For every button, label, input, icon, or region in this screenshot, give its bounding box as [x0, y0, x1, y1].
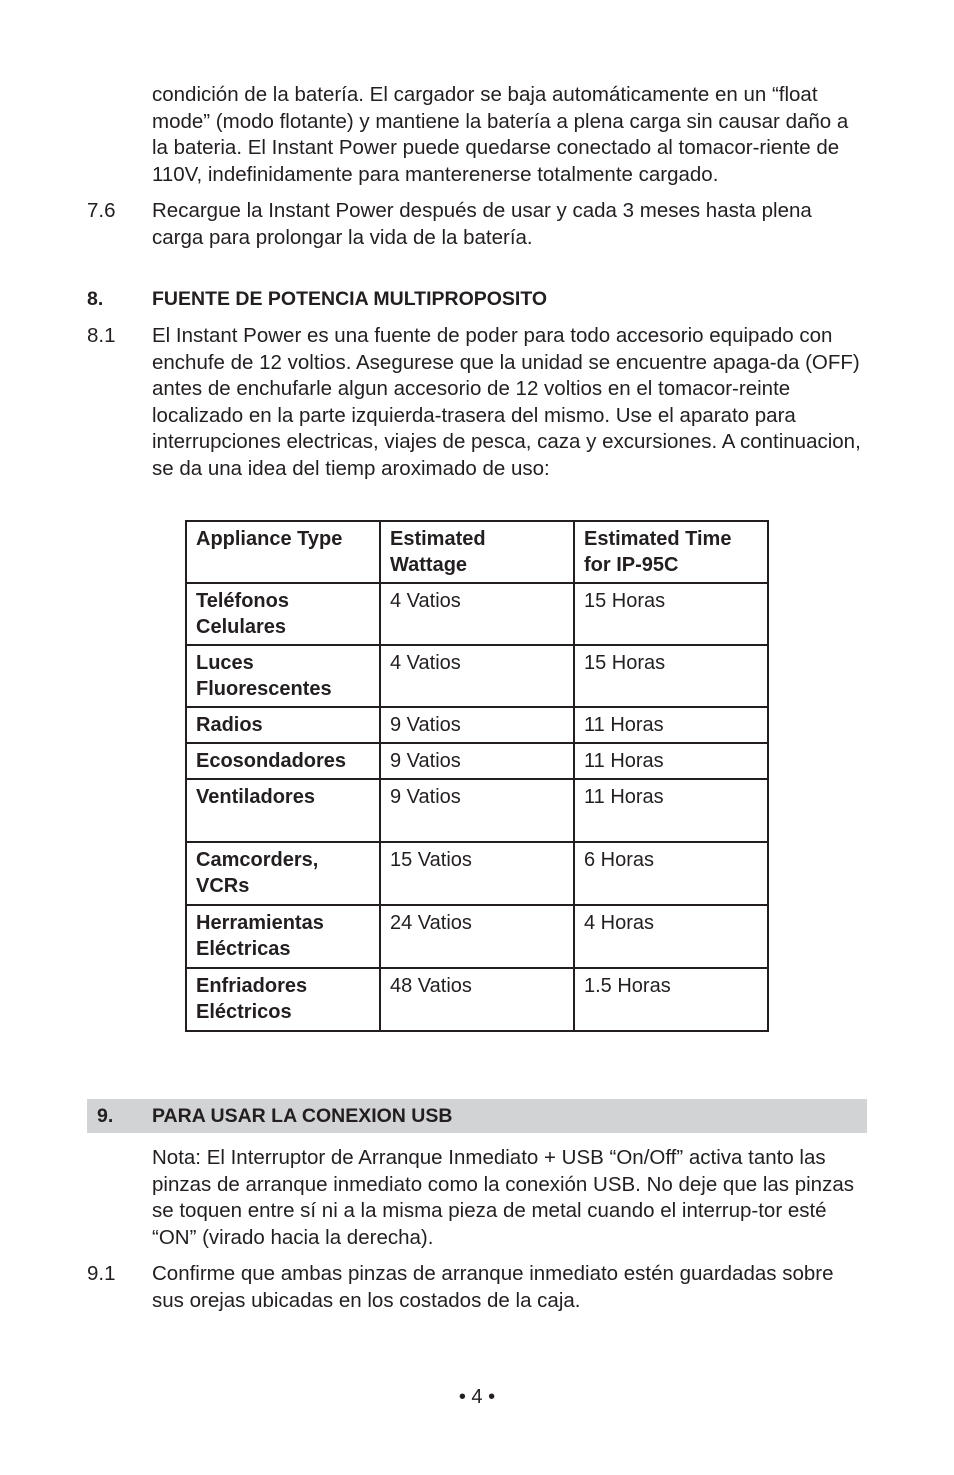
wattage-cell: 15 Vatios — [380, 842, 574, 905]
time-cell: 11 Horas — [574, 779, 768, 842]
note-text: Nota: El Interruptor de Arranque Inmediato + USB “On/Off” activa tanto las pinzas de arranque inmediato como la conexión USB. No deje que las pinzas se toquen entre sí ni a la misma pieza de metal cuando el interrup-tor esté “ON” (virado hacia la derecha). — [152, 1146, 854, 1249]
section-title: PARA USAR LA CONEXION USB — [152, 1105, 453, 1127]
wattage-cell: 9 Vatios — [380, 779, 574, 842]
wattage-cell: 24 Vatios — [380, 905, 574, 968]
time-cell: 1.5 Horas — [574, 968, 768, 1031]
appliance-type-cell: Teléfonos Celulares — [186, 583, 380, 645]
wattage-cell: 4 Vatios — [380, 645, 574, 707]
table-header-cell: Estimated Time for IP-95C — [574, 521, 768, 583]
item-number: 7.6 — [87, 199, 116, 222]
section-number: 9. — [97, 1105, 114, 1127]
time-cell: 6 Horas — [574, 842, 768, 905]
item-text: Recargue la Instant Power después de usar y cada 3 meses hasta plena carga para prolongar la vida de la batería. — [152, 199, 812, 249]
table-header-cell: Appliance Type — [186, 521, 380, 583]
time-cell: 11 Horas — [574, 707, 768, 743]
appliance-type-cell: Luces Fluorescentes — [186, 645, 380, 707]
item-number: 8.1 — [87, 324, 116, 347]
wattage-cell: 48 Vatios — [380, 968, 574, 1031]
appliance-type-cell: Camcorders, VCRs — [186, 842, 380, 905]
item-text: Confirme que ambas pinzas de arranque inmediato estén guardadas sobre sus orejas ubicadas en los costados de la caja. — [152, 1262, 834, 1312]
time-cell: 15 Horas — [574, 583, 768, 645]
usage-time-table — [185, 520, 769, 1032]
section-9-heading — [87, 1099, 867, 1133]
table-row — [186, 743, 768, 779]
wattage-cell: 9 Vatios — [380, 743, 574, 779]
wattage-cell: 9 Vatios — [380, 707, 574, 743]
table-row — [186, 707, 768, 743]
table-row — [186, 779, 768, 842]
table-header-row — [186, 521, 768, 583]
item-number: 9.1 — [87, 1262, 116, 1285]
time-cell: 11 Horas — [574, 743, 768, 779]
appliance-type-cell: Ecosondadores — [186, 743, 380, 779]
table-row — [186, 583, 768, 645]
table-row — [186, 645, 768, 707]
intro-paragraph: condición de la batería. El cargador se baja automáticamente en un “float mode” (modo flotante) y mantiene la batería a plena carga sin causar daño a la bateria. El Instant Power puede quedarse conectado al tomacor-riente de 110V, indefinidamente para manterenerse totalmente cargado. — [152, 83, 849, 186]
appliance-type-cell: Enfriadores Eléctricos — [186, 968, 380, 1031]
table-row — [186, 842, 768, 905]
wattage-cell: 4 Vatios — [380, 583, 574, 645]
time-cell: 4 Horas — [574, 905, 768, 968]
time-cell: 15 Horas — [574, 645, 768, 707]
section-title: FUENTE DE POTENCIA MULTIPROPOSITO — [152, 288, 548, 310]
table-header-cell: Estimated Wattage — [380, 521, 574, 583]
appliance-type-cell: Radios — [186, 707, 380, 743]
table-row — [186, 905, 768, 968]
page-number: • 4 • — [458, 1386, 496, 1408]
item-text: El Instant Power es una fuente de poder para todo accesorio equipado con enchufe de 12 voltios. Asegurese que la unidad se encuentre apaga-da (OFF) antes de enchufarle algun accesorio de 12 voltios en el tomacor-reinte localizado en la parte izquierda-trasera del mismo. Use el aparato para interrupciones electricas, viajes de pesca, caza y excursiones. A continuacion, se da una idea del tiemp aroximado de uso: — [152, 324, 861, 480]
table-row — [186, 968, 768, 1031]
section-number: 8. — [87, 288, 104, 310]
appliance-type-cell: Herramientas Eléctricas — [186, 905, 380, 968]
appliance-type-cell: Ventiladores — [186, 779, 380, 842]
